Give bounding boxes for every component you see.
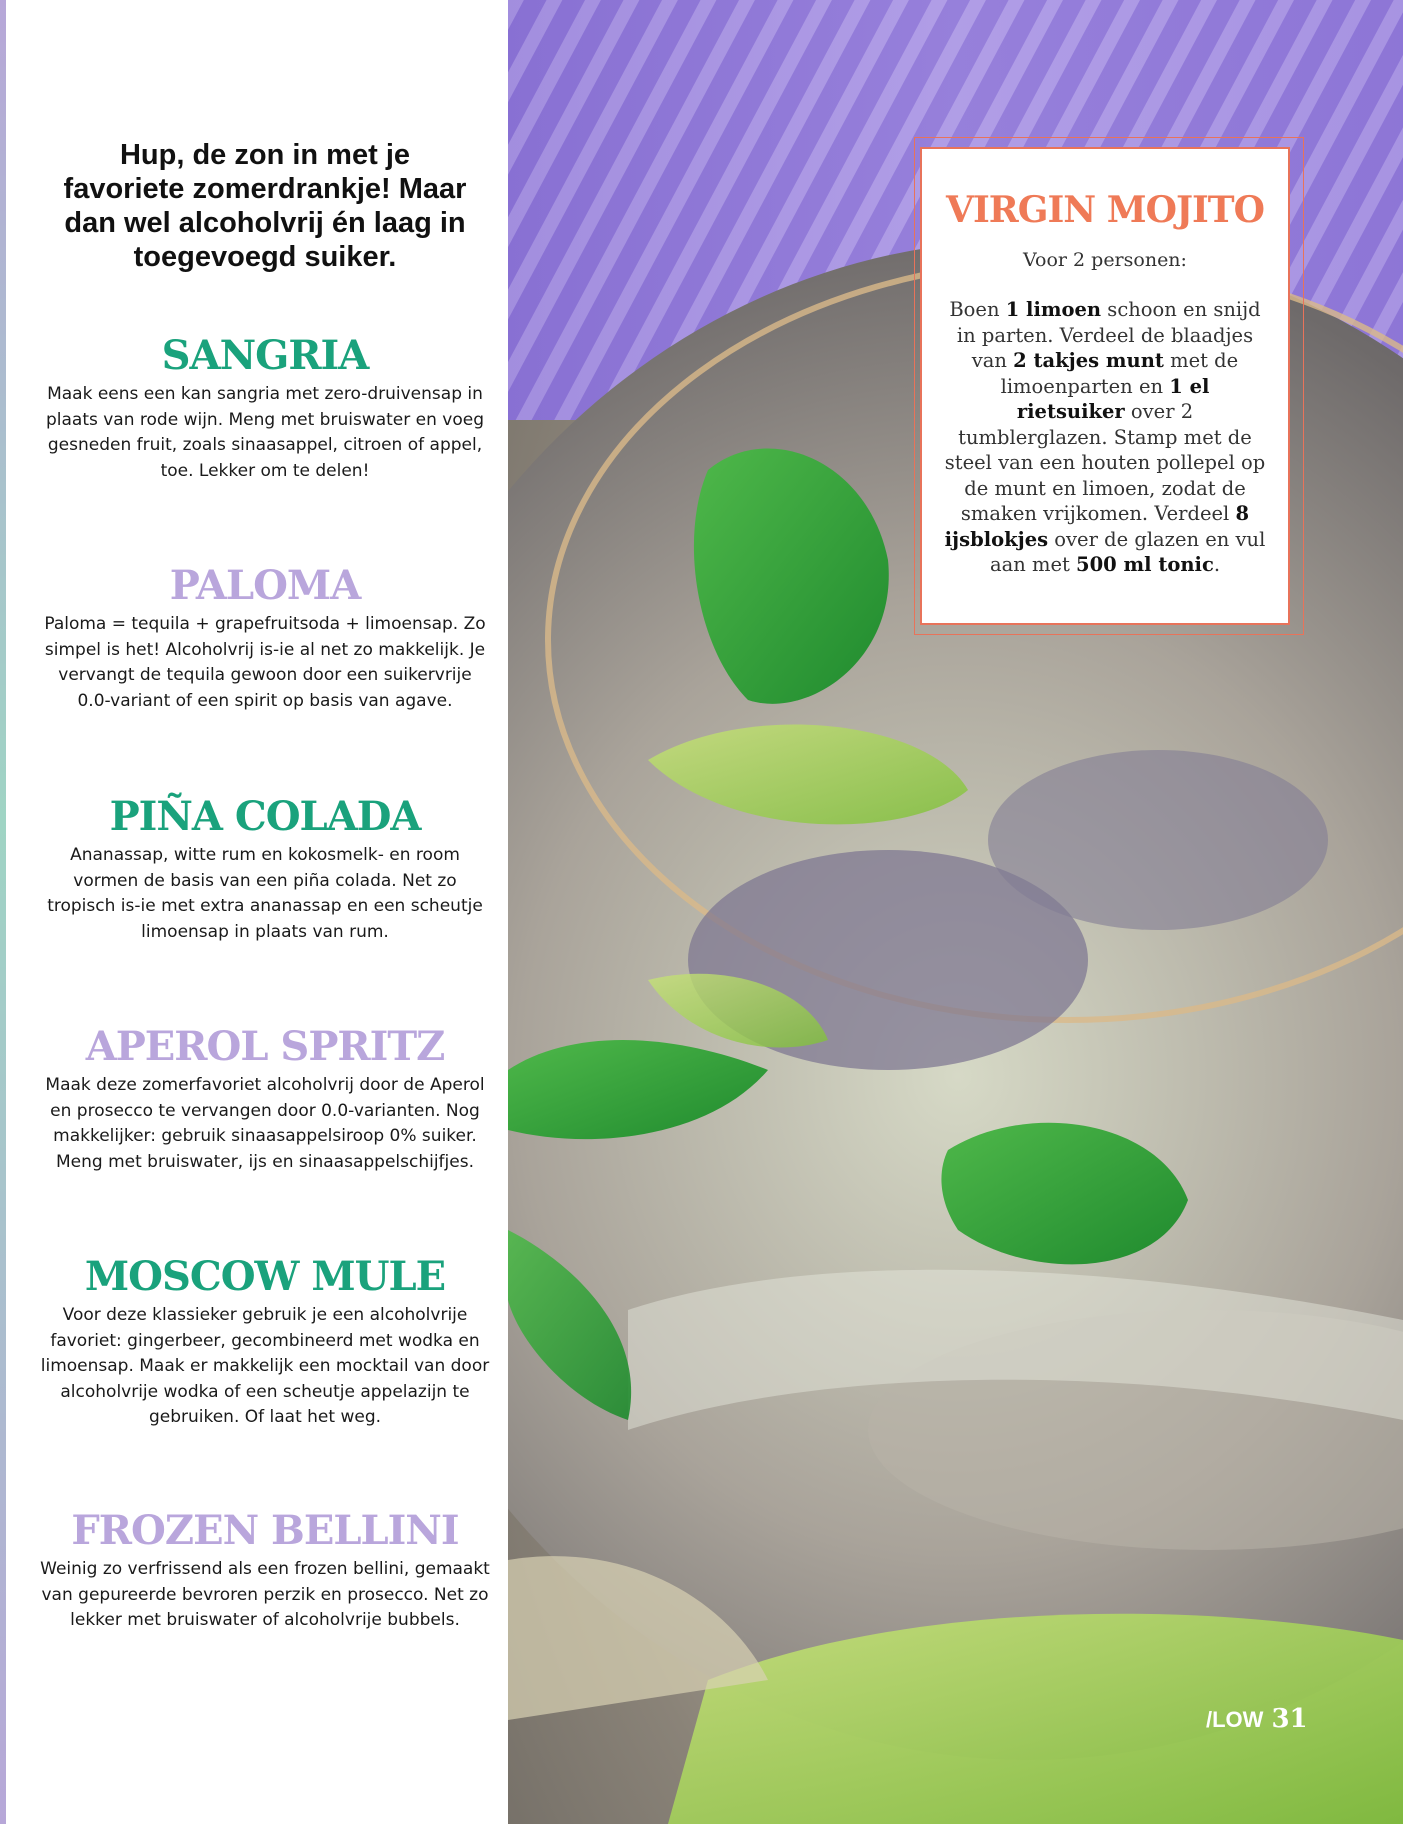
recipe-text: over 2 tumblerglazen. Stamp met de steel van een houten pollepel op de munt en limoen, zodat de smaken vrijkomen. Verdeel: [944, 400, 1266, 525]
left-column: [0, 0, 508, 1824]
edge-color-strip: [0, 0, 6, 1824]
page-folio: [1206, 1704, 1366, 1734]
recipe-ingredient: 8 ijsblokjes: [944, 502, 1250, 551]
recipe-instructions: [944, 297, 1266, 578]
drink-title: SANGRIA: [161, 332, 369, 379]
recipe-text: Boen: [949, 298, 1006, 321]
recipe-text: schoon en snijd in parten. Verdeel de blaadjes van: [956, 298, 1261, 372]
drink-aperol-spritz: [40, 1025, 490, 1175]
drink-description: Weinig zo verfrissend als een frozen bellini, gemaakt van gepureerde bevroren perzik en prosecco. Net zo lekker met bruiswater of alcoholvrije bubbels.: [40, 1559, 490, 1630]
drink-sangria: [40, 334, 490, 484]
recipe-ingredient: 1 limoen: [1005, 298, 1102, 321]
drink-title: MOSCOW MULE: [84, 1253, 446, 1300]
recipe-text: over de glazen en vul aan met: [989, 527, 1266, 576]
drink-title: FROZEN BELLINI: [71, 1507, 459, 1554]
drink-frozen-bellini: [40, 1509, 490, 1634]
recipe-ingredient: 2 takjes munt: [1013, 349, 1164, 372]
recipe-title: VIRGIN MOJITO: [946, 189, 1264, 231]
recipe-text: met de limoenparten en: [1000, 349, 1239, 398]
drink-description: Voor deze klassieker gebruik je een alcoholvrije favoriet: gingerbeer, gecombineerd met wodka en limoensap. Maak er makkelijk een mocktail van door alcoholvrije wodka of een scheutje appelazijn te gebruiken. Of laat het weg.: [40, 1305, 490, 1427]
drink-title: PIÑA COLADA: [109, 793, 421, 840]
recipe-ingredient: 1 el rietsuiker: [1016, 374, 1210, 423]
recipe-card: [920, 147, 1290, 625]
drink-title: APEROL SPRITZ: [85, 1023, 445, 1070]
recipe-ingredient: 500 ml tonic: [1076, 553, 1214, 576]
drink-title: PALOMA: [169, 562, 361, 609]
intro-text: Hup, de zon in met je favoriete zomerdrankje! Maar dan wel alcoholvrij én laag in toegevoegd suiker.: [63, 139, 467, 273]
recipe-serves: Voor 2 personen:: [1023, 249, 1187, 271]
drink-moscow-mule: [40, 1255, 490, 1431]
drink-description: Ananassap, witte rum en kokosmelk- en room vormen de basis van een piña colada. Net zo tropisch is-ie met extra ananassap en een scheutje limoensap in plaats van rum.: [47, 845, 483, 942]
drink-paloma: [40, 564, 490, 714]
brand-mark: /LOW: [1206, 1707, 1264, 1732]
page-number: 31: [1271, 1704, 1308, 1734]
recipe-text: .: [1213, 553, 1221, 576]
drink-description: Maak eens een kan sangria met zero-druivensap in plaats van rode wijn. Meng met bruiswater en voeg gesneden fruit, zoals sinaasappel, citroen of appel, toe. Lekker om te delen!: [45, 384, 485, 481]
drink-description: Maak deze zomerfavoriet alcoholvrij door de Aperol en prosecco te vervangen door 0.0-varianten. Nog makkelijker: gebruik sinaasappelsiroop 0% suiker. Meng met bruiswater, ijs en sinaasappelschijfjes.: [45, 1075, 485, 1172]
drink-pina-colada: [40, 795, 490, 945]
drink-description: Paloma = tequila + grapefruitsoda + limoensap. Zo simpel is het! Alcoholvrij is-ie al net zo makkelijk. Je vervangt de tequila gewoon door een suikervrije 0.0-variant of een spirit op basis van agave.: [44, 614, 486, 711]
